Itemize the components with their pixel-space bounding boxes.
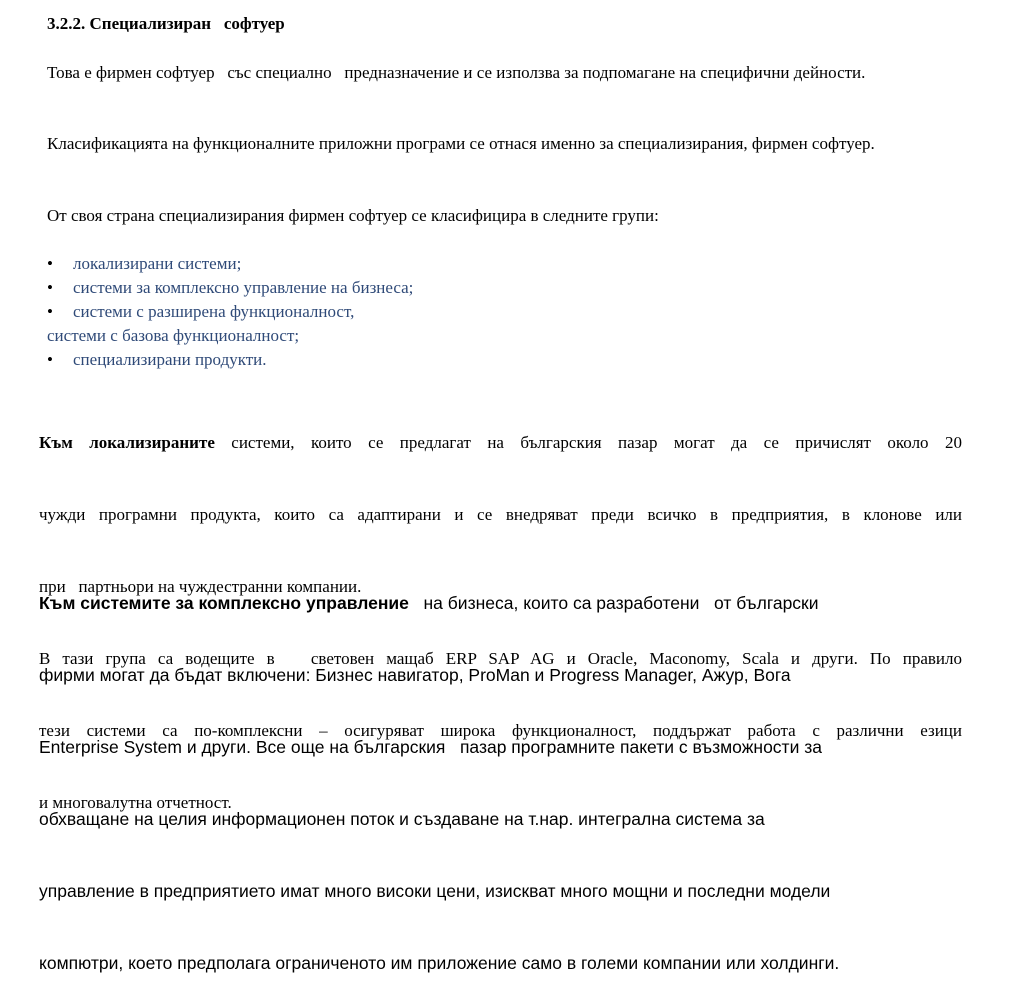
bullet-marker: • xyxy=(47,254,53,273)
paragraph-groups-intro: От своя страна специализирания фирмен софтуер се класифицира в следните групи: xyxy=(47,206,659,225)
list-item-text: специализирани продукти. xyxy=(73,350,267,369)
list-item-text: системи за комплексно управление на бизнеса; xyxy=(73,278,414,297)
paragraph-line: обхващане на целия информационен поток и създаване на т.нар. интегрална система за xyxy=(39,809,765,829)
paragraph-line: при партньори на чуждестранни компании. xyxy=(39,577,362,596)
paragraph-line-text: на бизнеса, които са разработени от български xyxy=(408,593,819,613)
bullet-marker: • xyxy=(47,302,53,321)
paragraph-line: Enterprise System и други. Все още на българския пазар програмните пакети с възможности за xyxy=(39,737,822,757)
groups-list xyxy=(47,252,413,372)
paragraph-bold-lead: Към локализираните xyxy=(39,433,215,452)
paragraph-line: и многовалутна отчетност. xyxy=(39,793,232,812)
paragraph-line xyxy=(39,591,999,615)
list-item xyxy=(47,300,413,324)
list-item-text: локализирани системи; xyxy=(73,254,242,273)
bullet-marker: • xyxy=(47,350,53,369)
list-item-text: системи с базова функционалност; xyxy=(47,326,300,345)
list-item xyxy=(47,324,413,348)
list-item xyxy=(47,348,413,372)
paragraph-line: управление в предприятието имат много високи цени, изискват много мощни и последни модели xyxy=(39,881,831,901)
paragraph-bold-lead: Към системите за комплексно управление xyxy=(39,593,409,613)
section-heading: 3.2.2. Специализиран софтуер xyxy=(47,14,285,33)
paragraph-classification: Класификацията на функционалните приложни програми се отнася именно за специализирания, фирмен софтуер. xyxy=(47,134,875,153)
paragraph-line-text: системи, които се предлагат на българския пазар могат да се причислят около 20 xyxy=(214,433,962,452)
list-item-text: системи с разширена функционалност, xyxy=(73,302,355,321)
paragraph-definition: Това е фирмен софтуер със специално предназначение и се използва за подпомагане на специфични дейности. xyxy=(47,63,866,82)
list-item xyxy=(47,252,413,276)
paragraph-line: тези системи са по-комплексни – осигуряват широка функционалност, поддържат работа с различни езици xyxy=(39,721,962,740)
list-item xyxy=(47,276,413,300)
paragraph-complex-management xyxy=(39,543,999,999)
bullet-marker: • xyxy=(47,278,53,297)
paragraph-line: В тази група са водещите в световен мащаб ERP SAP AG и Oracle, Maconomy, Scala и други. По правило xyxy=(39,649,962,668)
paragraph-line: фирми могат да бъдат включени: Бизнес навигатор, ProMan и Progress Manager, Ажур, Вога xyxy=(39,665,791,685)
paragraph-line: чужди програмни продукта, които са адаптирани и се внедряват преди всичко в предприятия, в клонове или xyxy=(39,505,962,524)
paragraph-line: компютри, което предполага ограниченото им приложение само в големи компании или холдинги. xyxy=(39,953,840,973)
paragraph-line xyxy=(39,431,962,455)
